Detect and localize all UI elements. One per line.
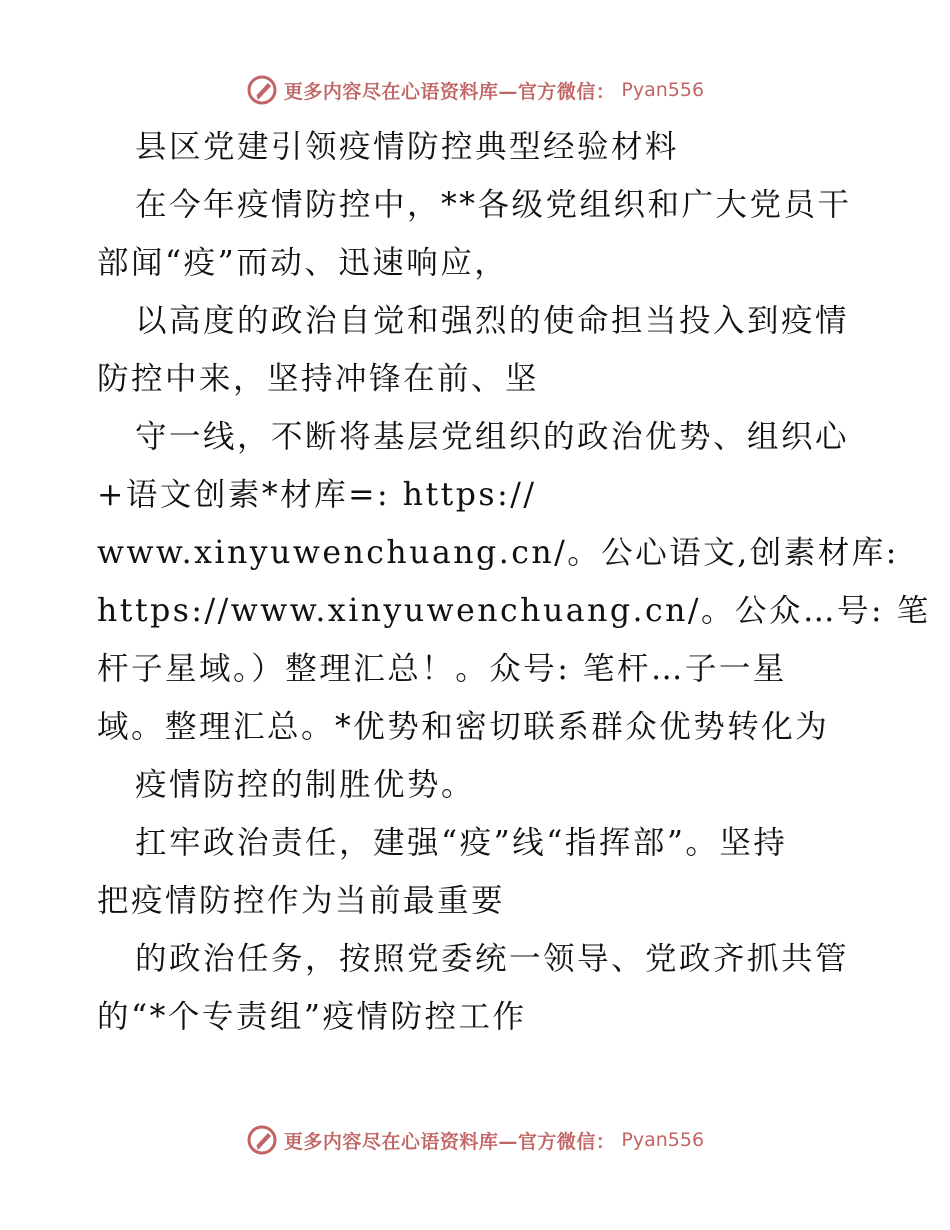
document-line: 杆子星域。）整理汇总！。众号: 笔杆…子一星 (97, 651, 787, 687)
banner-wechat-id: Pyan556 (621, 79, 705, 101)
document-line: 扛牢政治责任，建强“疫”线“指挥部”。坚持 (135, 825, 788, 861)
document-line: 守一线，不断将基层党组织的政治优势、组织心 (135, 419, 850, 455)
document-line: https://www.xinyuwenchuang.cn/。公众…号: 笔 (97, 593, 931, 629)
document-line: 的政治任务，按照党委统一领导、党政齐抓共管 (135, 941, 850, 977)
document-line: 把疫情防控作为当前最重要 (97, 883, 506, 919)
document-line: 部闻“疫”而动、迅速响应， (97, 245, 509, 281)
footer-watermark-banner (0, 1120, 950, 1160)
quill-logo-icon (246, 74, 278, 106)
document-line: 域。整理汇总。*优势和密切联系群众优势转化为 (97, 709, 830, 745)
document-line: 防控中来，坚持冲锋在前、坚 (97, 361, 540, 397)
banner-text: 更多内容尽在心语资料库—官方微信： (283, 80, 616, 103)
quill-logo-icon (246, 1124, 278, 1156)
document-line: www.xinyuwenchuang.cn/。公心语文,创素材库: (97, 535, 899, 571)
header-watermark-banner (0, 70, 950, 110)
document-line: 的“*个专责组”疫情防控工作 (97, 999, 527, 1035)
banner-text: 更多内容尽在心语资料库—官方微信： (283, 1130, 616, 1153)
document-line: 疫情防控的制胜优势。 (135, 767, 476, 803)
document-body (97, 118, 931, 1046)
document-line: 县区党建引领疫情防控典型经验材料 (135, 129, 680, 165)
document-line: +语文创素*材库=: https:// (97, 477, 537, 513)
document-line: 以高度的政治自觉和强烈的使命担当投入到疫情 (135, 303, 850, 339)
banner-wechat-id: Pyan556 (621, 1129, 705, 1151)
document-line: 在今年疫情防控中，**各级党组织和广大党员干 (135, 187, 852, 223)
